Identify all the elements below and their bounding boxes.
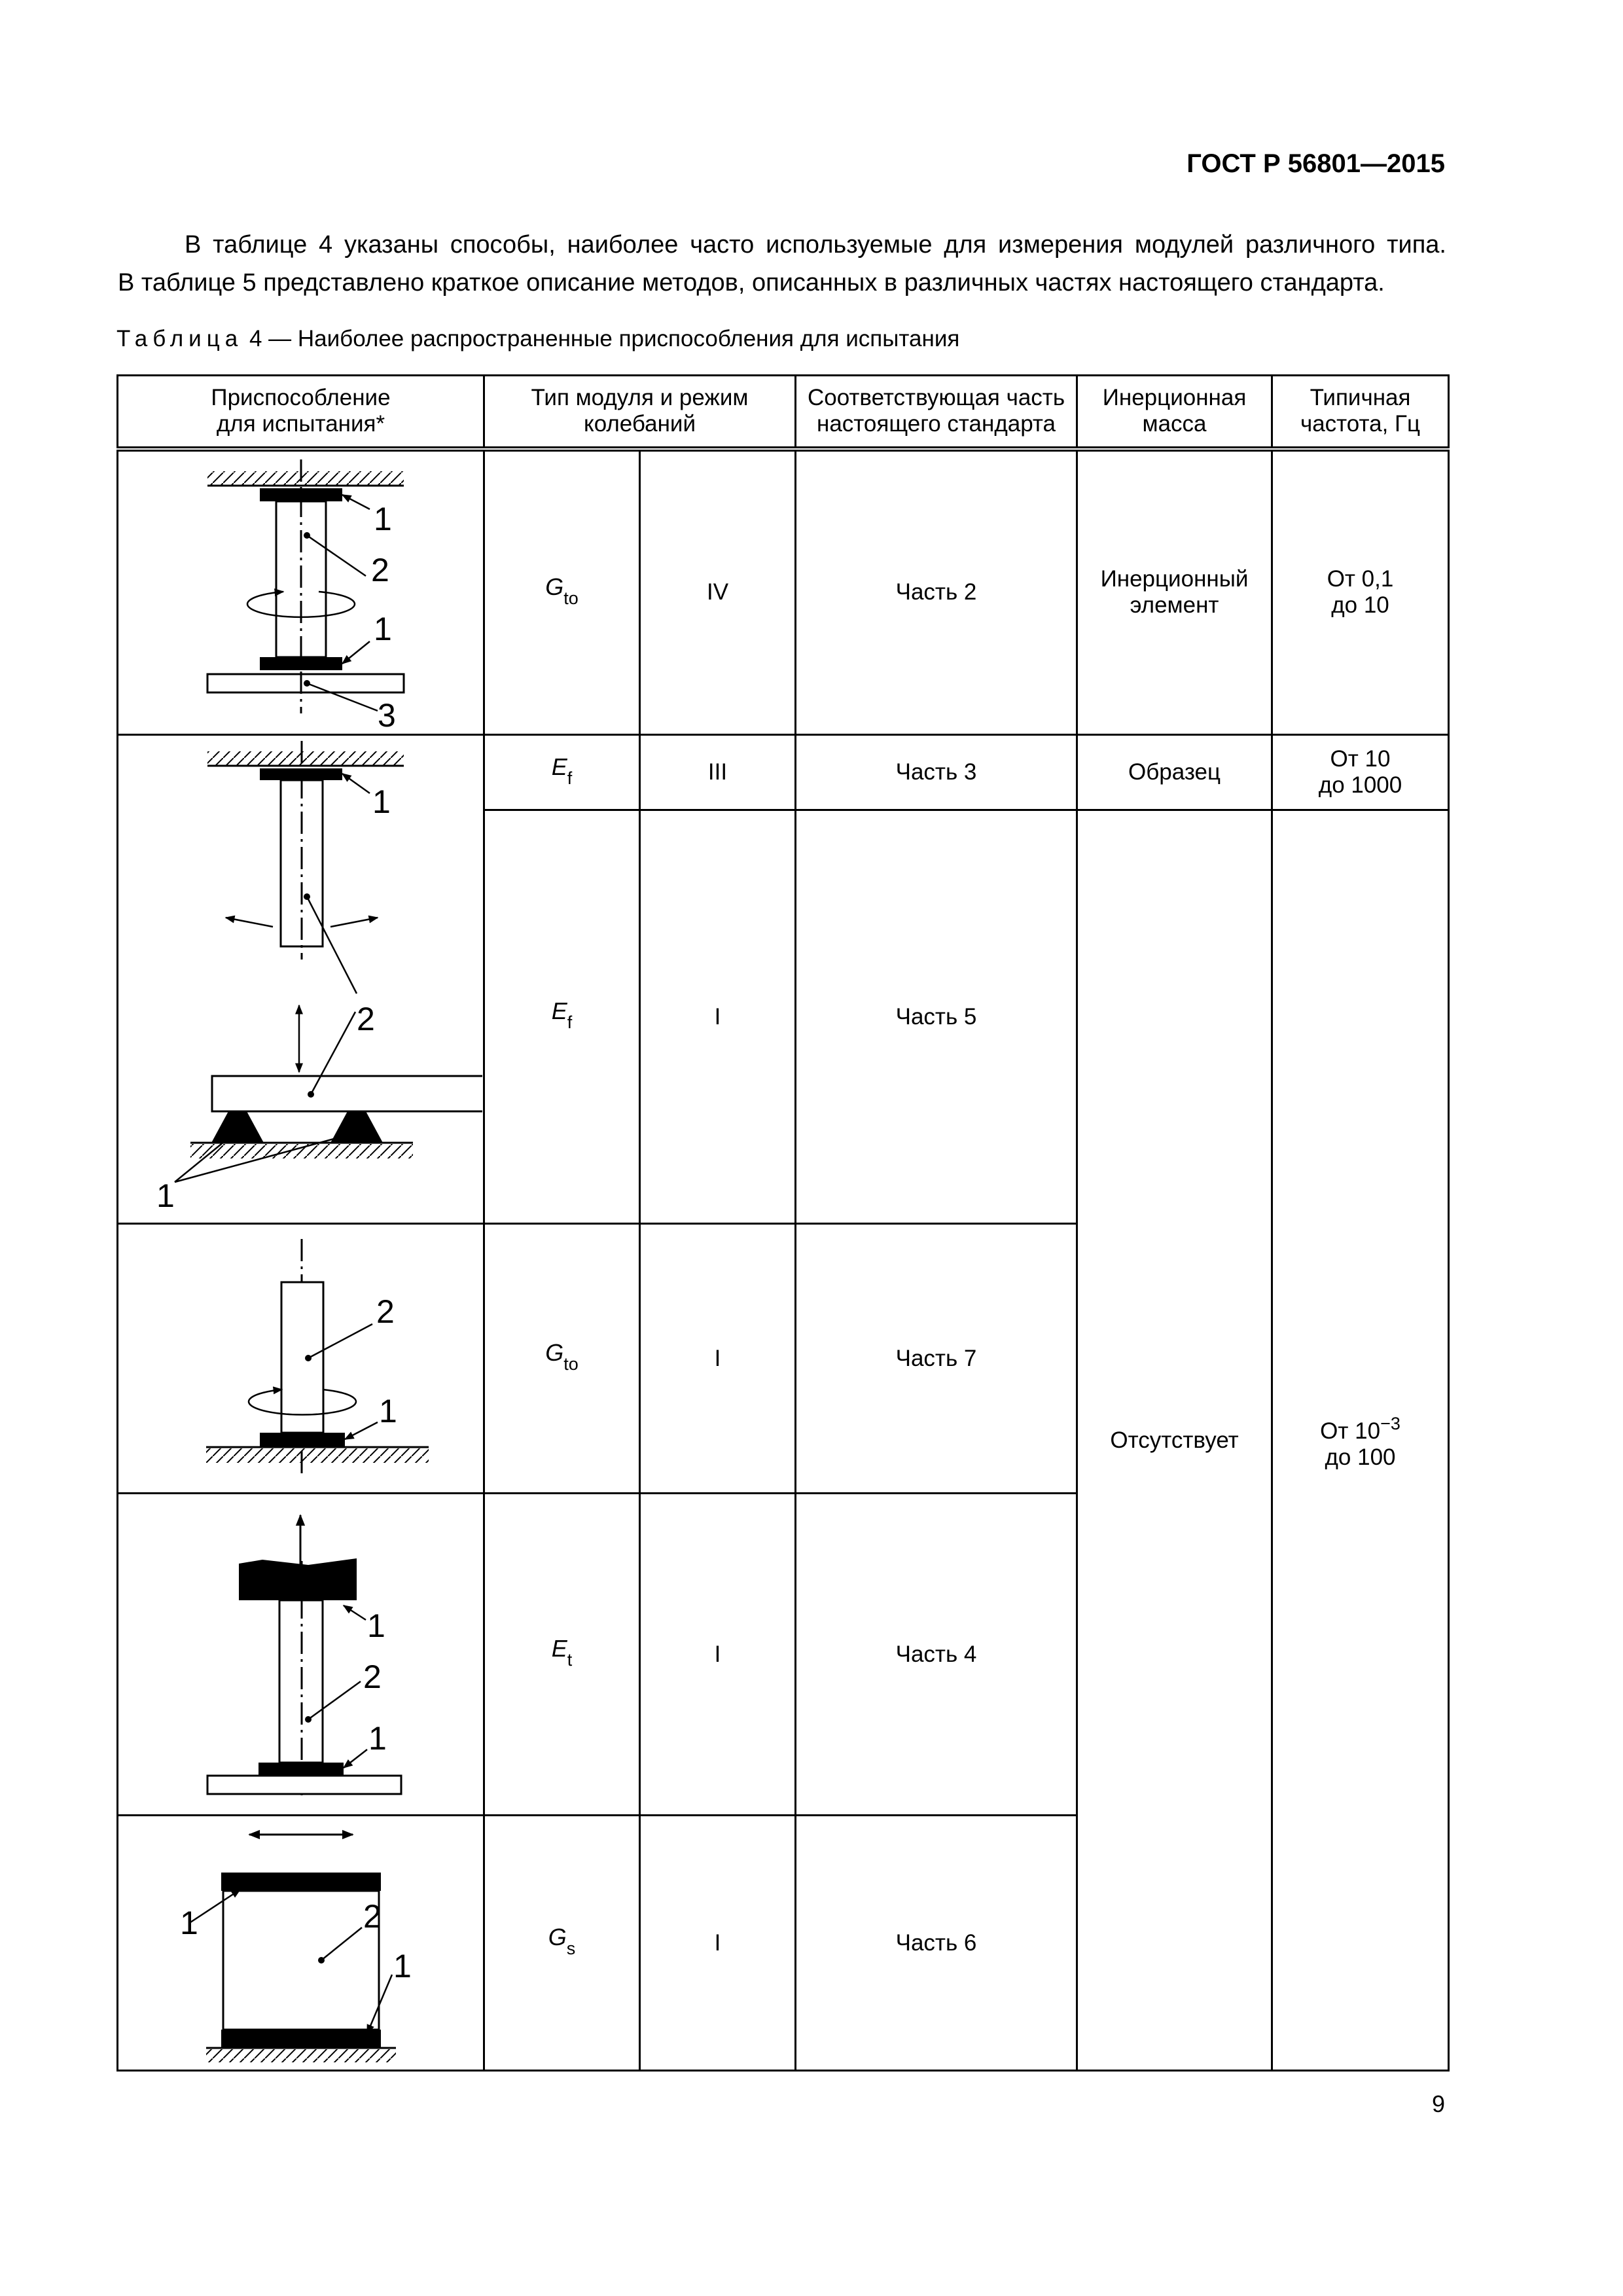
typical-frequency: От 0,1 до 10 [1272,449,1449,735]
tensile-diagram [118,1496,482,1814]
fig2-label-1b: 1 [156,1177,175,1214]
fixture-figure-tensile [118,1494,484,1816]
intro-paragraph [118,226,1446,302]
fig2-label-2: 2 [357,1001,375,1037]
table-row [118,735,1449,810]
page-number: 9 [1431,2090,1445,2117]
caption-number: 4 [249,326,262,351]
col-mass: Инерционная масса [1077,376,1272,449]
modulus-symbol: $E_f$ [484,735,640,810]
caption-text: — Наиболее распространенные приспособления для испытания [262,326,960,351]
inertial-mass-shared: Отсутствует [1077,810,1272,2071]
caption-label: Таблица [116,326,243,351]
vibration-mode: I [640,810,796,1224]
table-row [118,449,1449,735]
modulus-symbol: $E_f$ [484,810,640,1224]
table-header-row [118,376,1449,449]
table-caption [116,326,959,352]
flexural-vibration-diagram [118,737,482,1221]
vibration-mode: I [640,1224,796,1494]
col-part: Соответствующая часть настоящего стандарта [796,376,1077,449]
standard-part: Часть 7 [796,1224,1077,1494]
vibration-mode: I [640,1816,796,2071]
vibration-mode: I [640,1494,796,1816]
fig1-label-1b: 1 [374,611,392,648]
standard-part: Часть 6 [796,1816,1077,2071]
fig1-label-1a: 1 [374,501,392,538]
typical-frequency-shared: От $10^{-3}$ до 100 [1272,810,1449,2071]
fixtures-table [116,374,1450,2072]
shear-diagram [118,1818,482,2069]
col-frequency: Типичная частота, Гц [1272,376,1449,449]
standard-part: Часть 2 [796,449,1077,735]
modulus-symbol: $G_s$ [484,1816,640,2071]
modulus-symbol: $G_{to}$ [484,449,640,735]
fig5-label-1a: 1 [180,1904,198,1941]
fig3-label-2: 2 [376,1293,395,1330]
torsion-free-diagram [118,1226,482,1492]
inertial-mass: Инерционный элемент [1077,449,1272,735]
intro-line-2: В таблице 5 представлено краткое описание методов, описанных в различных частях настоящего стандарта. [118,269,1385,296]
fixture-figure-flexural [118,735,484,1224]
fig4-label-1a: 1 [367,1607,385,1644]
standard-part: Часть 5 [796,810,1077,1224]
modulus-symbol: $E_t$ [484,1494,640,1816]
fixture-figure-shear [118,1816,484,2071]
fixture-figure-torsion-inertial [118,449,484,735]
fixture-figure-torsion-free [118,1224,484,1494]
fig3-label-1: 1 [379,1392,397,1429]
col-modulus: Тип модуля и режим колебаний [484,376,796,449]
vibration-mode: III [640,735,796,810]
typical-frequency: От 10 до 1000 [1272,735,1449,810]
fig1-label-2: 2 [371,552,389,589]
fig1-label-3: 3 [378,697,396,734]
standard-part: Часть 3 [796,735,1077,810]
fig4-label-1b: 1 [368,1719,387,1757]
intro-line-1: В таблице 4 указаны способы, наиболее часто используемые для измерения модулей различного типа. [185,231,1446,259]
torsion-pendulum-diagram [118,452,482,733]
col-fixture: Приспособление для испытания* [118,376,484,449]
fig4-label-2: 2 [363,1658,382,1695]
fig2-label-1a: 1 [372,783,391,820]
fig5-label-1b: 1 [393,1947,412,1984]
standard-part: Часть 4 [796,1494,1077,1816]
document-code: ГОСТ Р 56801—2015 [1186,149,1445,178]
inertial-mass: Образец [1077,735,1272,810]
modulus-symbol: $G_{to}$ [484,1224,640,1494]
fig5-label-2: 2 [363,1897,382,1935]
vibration-mode: IV [640,449,796,735]
